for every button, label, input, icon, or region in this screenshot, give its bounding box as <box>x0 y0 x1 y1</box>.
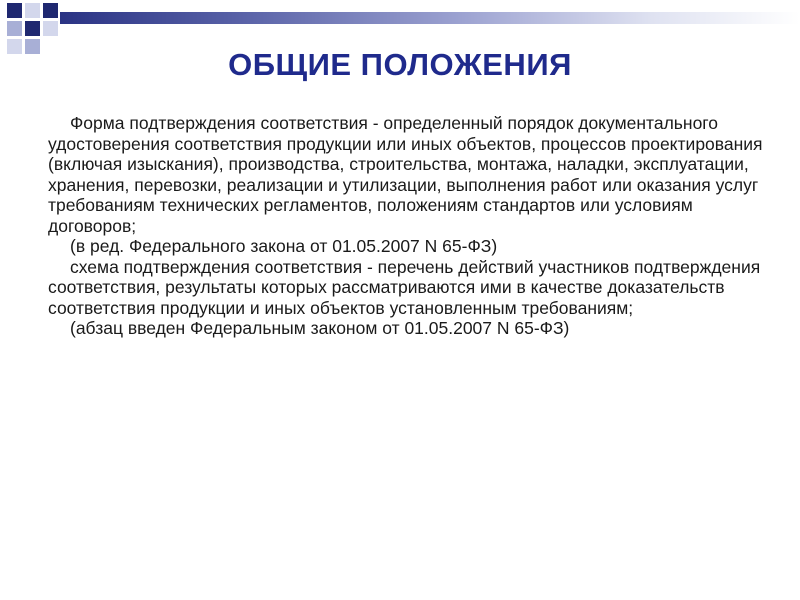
decor-square <box>43 21 58 36</box>
decor-square <box>7 21 22 36</box>
slide-title: ОБЩИЕ ПОЛОЖЕНИЯ <box>228 47 572 82</box>
decor-square <box>25 21 40 36</box>
header-gradient-bar <box>60 12 800 24</box>
paragraph-form-definition: Форма подтверждения соответствия - определенный порядок документального удостоверения соответствия продукции или иных объектов, процессов проектирования (включая изыскания), производства, строительства, монтажа, наладки, эксплуатации, хранения, перевозки, реализации и утилизации, выполнения работ или оказания услуг требованиям технических регламентов, положениям стандартов или условиям договоров; <box>48 113 763 236</box>
paragraph-scheme-definition: схема подтверждения соответствия - перечень действий участников подтверждения соответствия, результаты которых рассматриваются ими в качестве доказательств соответствия продукции и иных объектов установленным требованиям; <box>48 256 761 318</box>
slide-body <box>48 113 763 339</box>
decor-square <box>7 3 22 18</box>
decor-square <box>43 3 58 18</box>
paragraph-amendment-note: (в ред. Федерального закона от 01.05.2007 N 65-ФЗ) <box>70 236 498 256</box>
paragraph-insertion-note: (абзац введен Федеральным законом от 01.05.2007 N 65-ФЗ) <box>70 318 570 338</box>
decor-square <box>25 3 40 18</box>
